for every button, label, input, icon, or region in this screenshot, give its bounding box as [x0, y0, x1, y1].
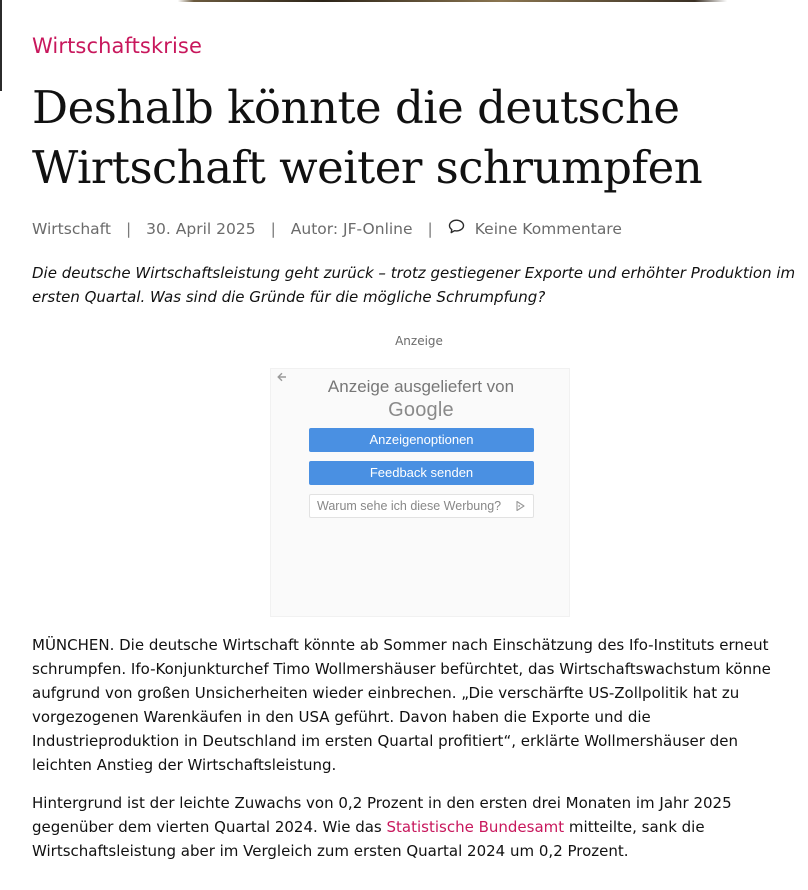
comments-count: Keine Kommentare [474, 220, 622, 238]
article-meta [32, 218, 622, 240]
author-name: Autor: JF-Online [290, 220, 413, 238]
left-divider [0, 0, 2, 91]
ad-label: Anzeige [395, 334, 443, 348]
ad-delivered-by: Anzeige ausgeliefert von [327, 377, 515, 396]
paragraph-text: mitteilte, sank die Wirtschaftsleistung aber im Vergleich zum ersten Quartal 2024 um 0,2 Prozent. [32, 818, 705, 860]
why-this-ad-button[interactable] [309, 494, 534, 518]
adchoices-icon [515, 495, 525, 525]
feedback-button[interactable]: Feedback senden [309, 461, 534, 485]
meta-separator: | [270, 220, 276, 238]
meta-separator: | [125, 220, 132, 238]
publish-date: 30. April 2025 [146, 220, 256, 238]
article-kicker[interactable]: Wirtschaftskrise [32, 34, 202, 58]
comment-icon [448, 219, 465, 234]
ad-container [270, 368, 570, 617]
header-image-strip [0, 0, 808, 2]
google-logo: Google [388, 399, 454, 421]
why-this-ad-label: Warum sehe ich diese Werbung? [317, 499, 502, 513]
meta-separator: | [427, 220, 433, 238]
article-lead: Die deutsche Wirtschaftsleistung geht zurück – trotz gestiegener Exporte und erhöhter Produktion im ersten Quartal. Was sind die Gründe für die mögliche Schrumpfung? [32, 264, 796, 306]
paragraph-text: Hintergrund ist der leichte Zuwachs von 0,2 Prozent in den ersten drei Monaten im Jahr 2025 gegenüber dem vierten Quartal 2024. Wie das [32, 794, 732, 836]
article-paragraph [32, 791, 802, 863]
ad-options-button[interactable]: Anzeigenoptionen [309, 428, 534, 452]
category-link[interactable]: Wirtschaft [32, 220, 111, 238]
article-headline: Deshalb könnte die deutsche Wirtschaft weiter schrumpfen [32, 81, 703, 194]
article-paragraph: MÜNCHEN. Die deutsche Wirtschaft könnte ab Sommer nach Einschätzung des Ifo-Instituts erneut schrumpfen. Ifo-Konjunkturchef Timo Wollmershäuser befürchtet, das Wirtschaftswachstum könne aufgrund von großen Unsicherheiten wieder einbrechen. „Die verschärfte US-Zollpolitik hat zu vorgezogenen Warenkäufen in den USA geführt. Davon haben die Exporte und die Industrieproduktion in Deutschland im ersten Quartal profitiert“, erklärte Wollmershäuser den leichten Anstieg der Wirtschaftsleistung. [32, 636, 771, 774]
destatis-link[interactable]: Statistische Bundesamt [386, 818, 565, 836]
comments-link[interactable] [448, 220, 622, 238]
